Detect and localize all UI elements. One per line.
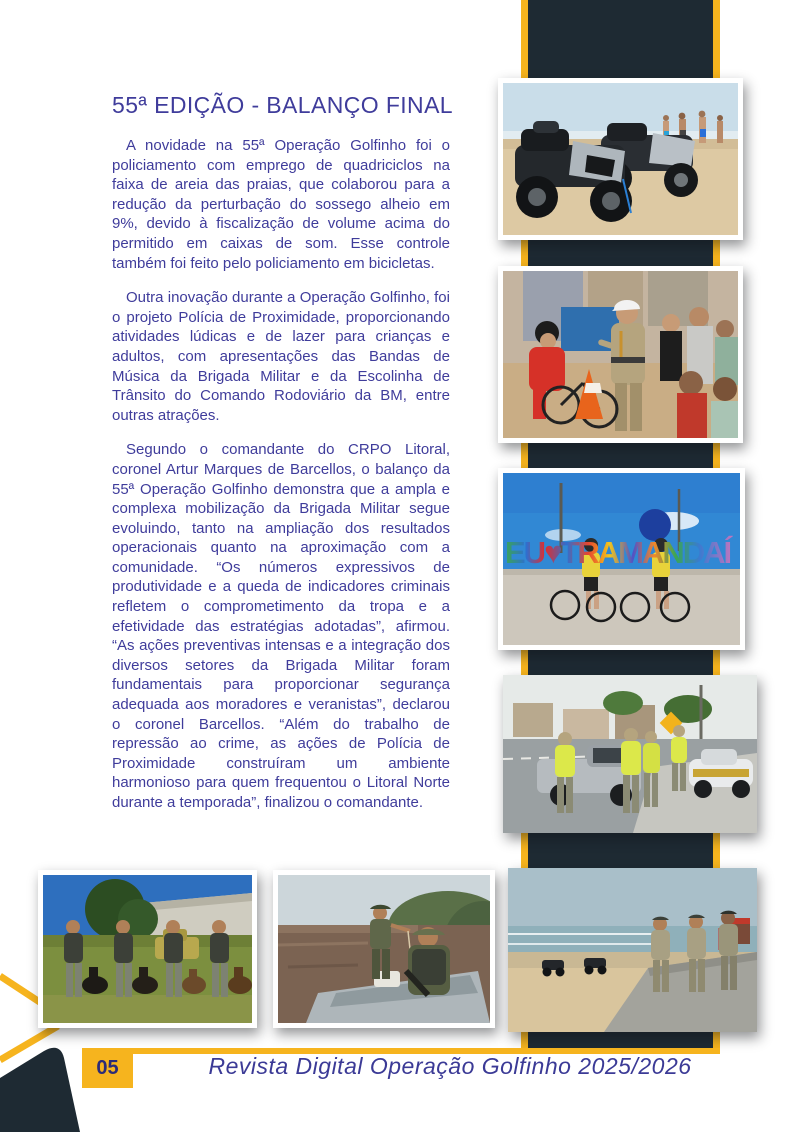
photo-bike-patrol-city-sign bbox=[498, 468, 745, 650]
photo-traffic-checkpoint bbox=[503, 675, 757, 833]
corner-dark-shape bbox=[0, 1048, 80, 1132]
paragraph-3: Segundo o comandante do CRPO Litoral, coronel Artur Marques de Barcellos, o balanço da 55ª Operação Golfinho demonstra que a ampla e complexa mobilização da Brigada Militar segue evoluindo, tanto na ampliação dos resultados operacionais quanto na aproximação com a comunidade. “Os números expressivos de produtividade e a queda de indicadores criminais refletem o comprometimento da tropa e a efetividade das estratégias adotadas”, afirmou. “As ações preventivas intensas e a integração dos diversos setores da Brigada Militar foram fundamentais para proporcionar segurança adequada aos moradores e veranistas”, declarou o coronel Barcellos. “Além do trabalho de repressão ao crime, as ações de Polícia de Proximidade construíram um ambiente harmonioso para quem frequentou o Litoral Norte durante a temporada”, finalizou o comandante. bbox=[112, 441, 450, 811]
footer-brand: Revista Digital Operação Golfinho 2025/2026 bbox=[208, 1053, 692, 1079]
photo-k9-unit bbox=[38, 870, 257, 1028]
photo-river-boat-patrol bbox=[273, 870, 495, 1028]
photo-quadricycles-on-beach bbox=[498, 78, 743, 240]
paragraph-1: A novidade na 55ª Operação Golfinho foi o policiamento com emprego de quadriciclos na faixa de areia das praias, que colaborou para a redução da perturbação do sossego alheio em 9%, devido à fiscalização de volume acima do permitido em caixas de som. Esse controle também foi feito pelo policiamento em bicicletas. bbox=[112, 137, 450, 272]
photo-officer-with-children bbox=[498, 266, 743, 443]
page-number-badge bbox=[82, 1048, 133, 1088]
paragraph-2: Outra inovação durante a Operação Golfinho, foi o projeto Polícia de Proximidade, proporcionando atividades lúdicas e de lazer para crianças e adultos, com apresentações das Bandas de Música da Brigada Militar e da Escolinha de Trânsito do Comando Rodoviário da BM, entre outras atrações. bbox=[112, 289, 450, 424]
photo-beach-foot-patrol bbox=[508, 868, 757, 1032]
city-sign-text: EU♥TRAMANDAÍ bbox=[505, 535, 740, 571]
page-title: 55ª EDIÇÃO - BALANÇO FINAL bbox=[112, 92, 454, 118]
page-number: 05 bbox=[96, 1056, 119, 1079]
article-column bbox=[112, 92, 454, 828]
